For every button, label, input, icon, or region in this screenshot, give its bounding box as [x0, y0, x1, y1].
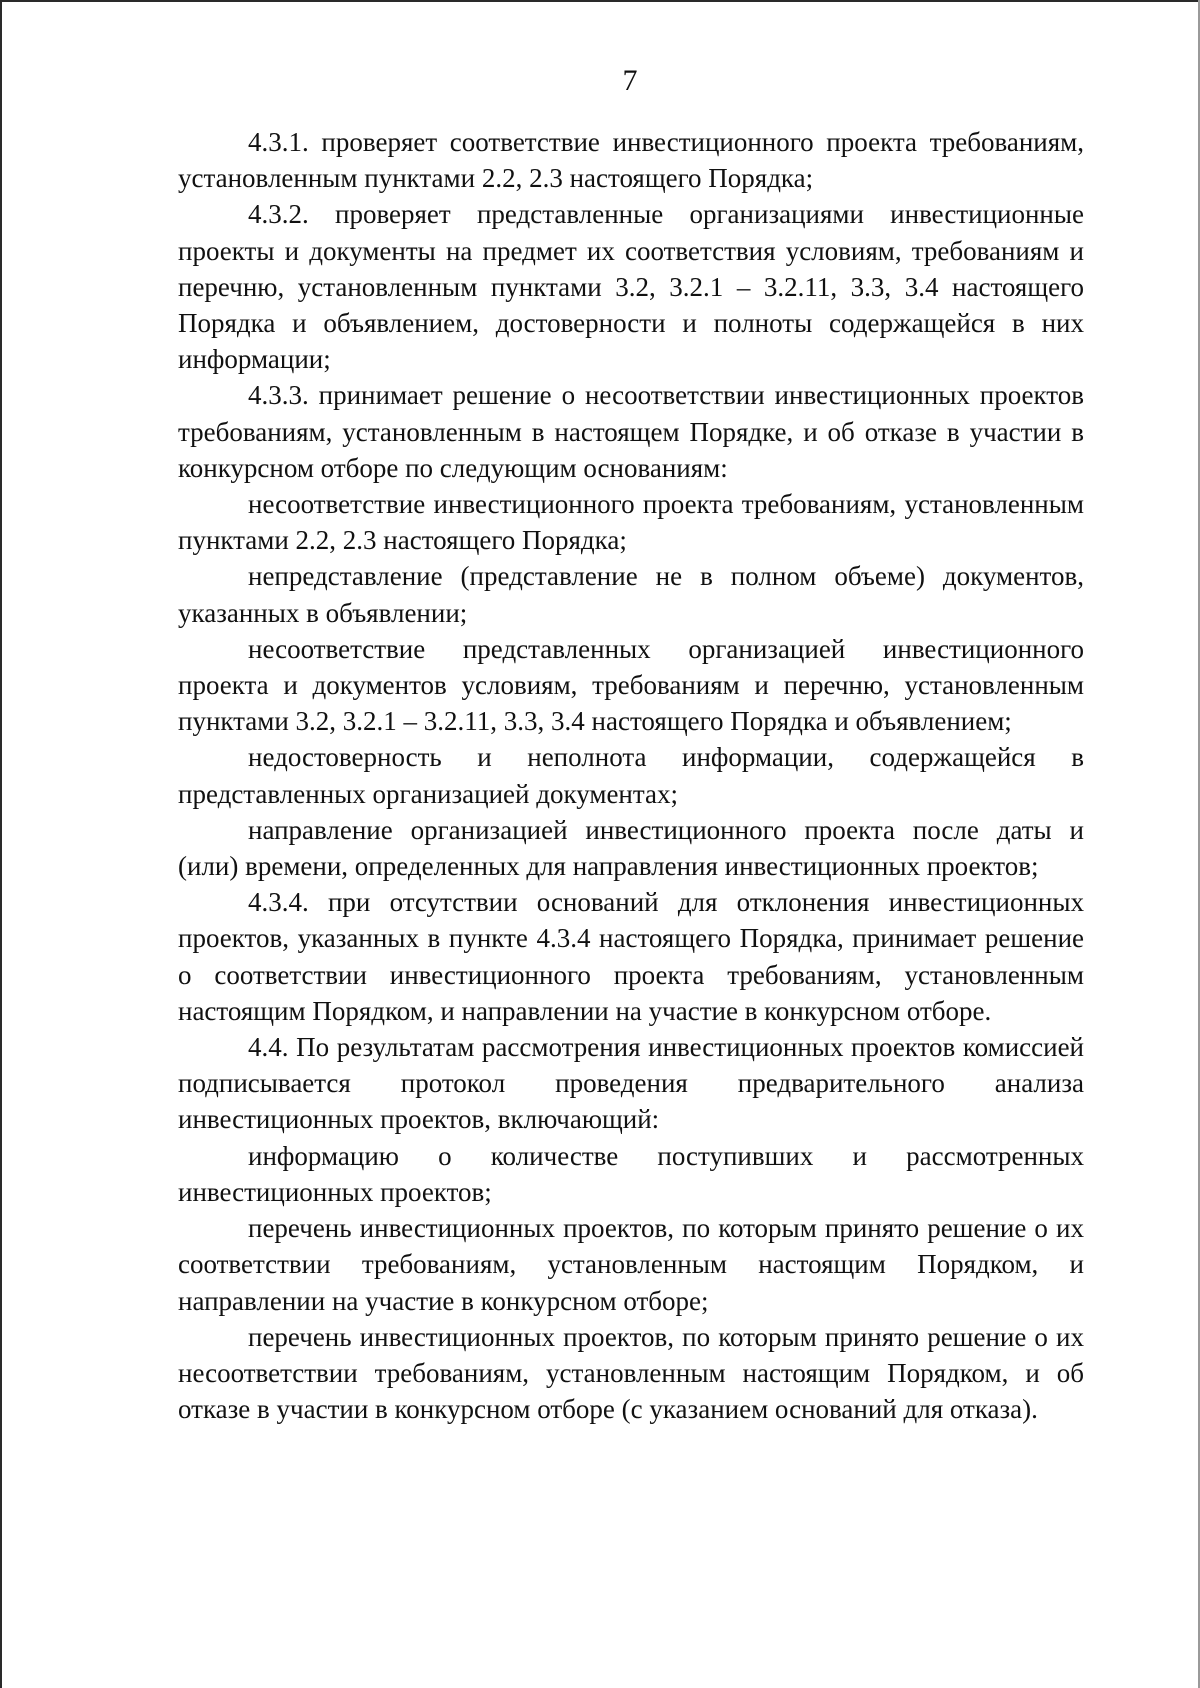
ground-item-4: недостоверность и неполнота информации, содержащейся в представленных организацией документах; — [178, 742, 1084, 809]
ground-item-5: направление организацией инвестиционного проекта после даты и (или) времени, определенных для направления инвестиционных проектов; — [178, 814, 1084, 882]
page-number: 7 — [622, 64, 638, 97]
ground-item-2: непредставление (представление не в полном объеме) документов, указанных в объявлении; — [178, 561, 1084, 628]
paragraph-4-3-1: 4.3.1. проверяет соответствие инвестиционного проекта требованиям, установленным пунктами 2.2, 2.3 настоящего Порядка; — [178, 127, 1084, 194]
paragraph-4-3-2: 4.3.2. проверяет представленные организациями инвестиционные проекты и документы на предмет их соответствия условиям, требованиям и перечню, установленным пунктами 3.2, 3.2.1 – 3.2.11, 3.3, 3.4 настоящего Порядка и объявлением, достоверности и полноты содержащейся в них информации; — [178, 199, 1084, 375]
protocol-item-1: информацию о количестве поступивших и рассмотренных инвестиционных проектов; — [178, 1140, 1084, 1207]
protocol-item-3: перечень инвестиционных проектов, по которым принято решение о их несоответствии требованиям, установленным настоящим Порядком, и об отказе в участии в конкурсном отборе (с указанием оснований для отказа). — [178, 1321, 1084, 1425]
protocol-item-2: перечень инвестиционных проектов, по которым принято решение о их соответствии требованиям, установленным настоящим Порядком, и направлении на участие в конкурсном отборе; — [178, 1213, 1084, 1316]
scan-edge-left — [0, 0, 2, 1688]
paragraph-4-4: 4.4. По результатам рассмотрения инвестиционных проектов комиссией подписывается протокол проведения предварительного анализа инвестиционных проектов, включающий: — [178, 1032, 1084, 1135]
document-body — [178, 124, 1084, 1427]
ground-item-3: несоответствие представленных организацией инвестиционного проекта и документов условиям, требованиям и перечню, установленным пунктами 3.2, 3.2.1 – 3.2.11, 3.3, 3.4 настоящего Порядка и объявлением; — [178, 633, 1084, 737]
paragraph-4-3-4: 4.3.4. при отсутствии оснований для отклонения инвестиционных проектов, указанных в пункте 4.3.4 настоящего Порядка, принимает решение о соответствии инвестиционного проекта требованиям, установленным настоящим Порядком, и направлении на участие в конкурсном отборе. — [178, 887, 1084, 1026]
ground-item-1: несоответствие инвестиционного проекта требованиям, установленным пунктами 2.2, 2.3 настоящего Порядка; — [178, 489, 1084, 556]
scan-edge-top — [0, 0, 1200, 2]
paragraph-4-3-3: 4.3.3. принимает решение о несоответствии инвестиционных проектов требованиям, установленным в настоящем Порядке, и об отказе в участии в конкурсном отборе по следующим основаниям: — [178, 380, 1084, 483]
